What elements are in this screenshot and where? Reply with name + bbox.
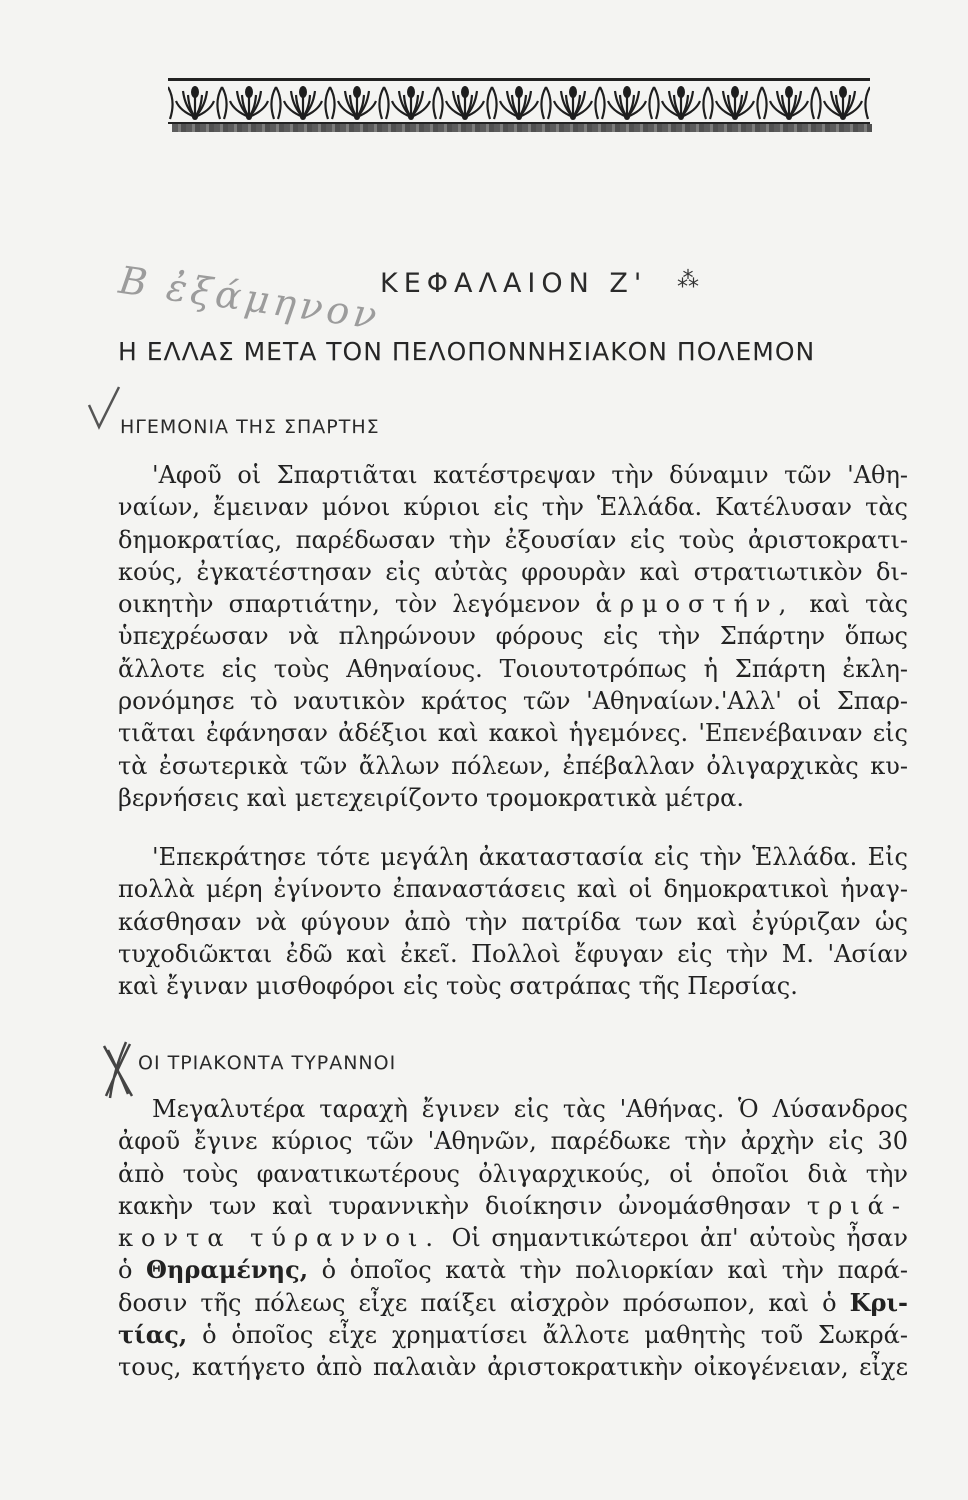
text-fragment: ὁ (118, 1256, 133, 1285)
text-line: τους, κατήγετο ἀπὸ παλαιὰν ἀριστοκρατικὴν οἰκογένειαν, εἶχε (118, 1353, 908, 1382)
spaced-term: κοντα τύραννοι. (118, 1224, 441, 1253)
check-mark-icon (85, 385, 125, 435)
text-line: βερνήσεις καὶ μετεχειρίζοντο τρομοκρατικὰ μέτρα. (118, 783, 744, 812)
text-line: καὶ ἔγιναν μισθοφόροι εἰς τοὺς σατράπας τῆς Περσίας. (118, 972, 798, 1001)
text-line: ρονόμησε τὸ ναυτικὸν κράτος τῶν 'Αθηναίων.'Αλλ' οἱ Σπαρ- (118, 687, 908, 716)
text-fragment: καὶ τὰς (809, 590, 909, 619)
text-fragment: δοσιν τῆς πόλεως εἶχε παίξει αἰσχρὸν πρόσωπον, καὶ ὁ (118, 1288, 837, 1317)
text-line: ἀφοῦ ἔγινε κύριος τῶν 'Αθηνῶν, παρέδωκε τὴν ἀρχὴν εἰς 30 (118, 1127, 908, 1156)
text-line: 'Αφοῦ οἱ Σπαρτιᾶται κατέστρεψαν τὴν δύναμιν τῶν 'Αθη- (152, 461, 908, 489)
text-fragment: κακὴν των καὶ τυραννικὴν διοίκησιν ὠνομάσθησαν (118, 1191, 792, 1220)
pencil-annotation: Β ἐξάμηνον (116, 257, 384, 339)
section-heading-hegemony: ΗΓΕΜΟΝΙΑ ΤΗΣ ΣΠΑΡΤΗΣ (120, 416, 380, 438)
text-line: ἀπὸ τοὺς φανατικωτέρους ὀλιγαρχικούς, οἱ ὁποῖοι διὰ τὴν (118, 1159, 908, 1188)
text-line (118, 1287, 908, 1319)
section-heading-thirty-tyrants: ΟΙ ΤΡΙΑΚΟΝΤΑ ΤΥΡΑΝΝΟΙ (138, 1052, 397, 1074)
text-line: 'Επεκράτησε τότε μεγάλη ἀκαταστασία εἰς τὴν Ἑλλάδα. Εἰς (152, 843, 908, 871)
bold-name-theramenes: Θηραμένης, (146, 1255, 309, 1285)
text-fragment: ὁ ὁποῖος εἶχε χρηματίσει ἄλλοτε μαθητὴς τοῦ Σωκρά- (202, 1321, 908, 1350)
text-line: κούς, ἐγκατέστησαν εἰς αὐτὰς φρουρὰν καὶ στρατιωτικὸν δι- (118, 557, 908, 586)
chapter-title: Η ΕΛΛΑΣ ΜΕΤΑ ΤΟΝ ΠΕΛΟΠΟΝΝΗΣΙΑΚΟΝ ΠΟΛΕΜΟΝ (118, 337, 816, 366)
bold-name-critias-end: τίας, (118, 1320, 188, 1350)
text-line: ἄλλοτε εἰς τοὺς Αθηναίους. Τοιουτοτρόπως ἡ Σπάρτη ἐκλη- (118, 654, 908, 683)
text-fragment: ὁ ὁποῖος κατὰ τὴν πολιορκίαν καὶ τὴν παρά- (321, 1256, 908, 1285)
text-fragment: Οἱ σημαντικώτεροι ἀπ' αὐτοὺς ἦσαν (451, 1224, 908, 1253)
text-line (118, 1254, 908, 1286)
paragraph (118, 841, 908, 1002)
palmette-ornament-band (168, 78, 870, 124)
paragraph (118, 1093, 908, 1384)
palmette-pattern-icon (168, 81, 870, 122)
ornament-underline (172, 124, 872, 132)
text-line: τὰ ἐσωτερικὰ τῶν ἄλλων πόλεων, ἐπέβαλλαν ὀλιγαρχικὰς κυ- (118, 751, 908, 780)
text-line: δημοκρατίας, παρέδωσαν τὴν ἐξουσίαν εἰς τοὺς ἀριστοκρατι- (118, 525, 908, 554)
text-line: κάσθησαν νὰ φύγουν ἀπὸ τὴν πατρίδα των καὶ ἐγύριζαν ὡς (118, 907, 908, 936)
spaced-term: τριά- (806, 1191, 908, 1220)
chapter-heading: ΚΕΦΑΛΑΙΟΝ Ζ' (380, 268, 648, 299)
text-line (118, 1319, 908, 1351)
text-line (118, 588, 908, 620)
text-fragment: οικητὴν σπαρτιάτην, τὸν λεγόμενον (118, 590, 581, 619)
text-line: τυχοδιῶκται ἐδῶ καὶ ἐκεῖ. Πολλοὶ ἔφυγαν εἰς τὴν Μ. 'Ασίαν (118, 939, 908, 968)
text-line: Μεγαλυτέρα ταραχὴ ἔγινεν εἰς τὰς 'Αθήνας. Ὁ Λύσανδρος (152, 1095, 908, 1123)
paragraph (118, 459, 908, 814)
text-line (118, 1222, 908, 1254)
chapter-mark-icon: ⁂ (677, 268, 699, 293)
text-line (118, 1190, 908, 1222)
text-line: ναίων, ἔμειναν μόνοι κύριοι εἰς τὴν Ἑλλάδα. Κατέλυσαν τὰς (118, 493, 908, 522)
text-line: τιᾶται ἐφάνησαν ἀδέξιοι καὶ κακοὶ ἡγεμόνες. 'Επενέβαιναν εἰς (118, 719, 908, 748)
text-line: ὑπεχρέωσαν νὰ πληρώνουν φόρους εἰς τὴν Σπάρτην ὅπως (118, 622, 908, 651)
spaced-term: ἁρμοστήν, (595, 590, 795, 619)
x-mark-icon (98, 1038, 138, 1100)
bold-name-critias: Κρι- (849, 1287, 909, 1317)
text-line: πολλὰ μέρη ἐγίνοντο ἐπαναστάσεις καὶ οἱ δημοκρατικοὶ ἠναγ- (118, 875, 908, 904)
